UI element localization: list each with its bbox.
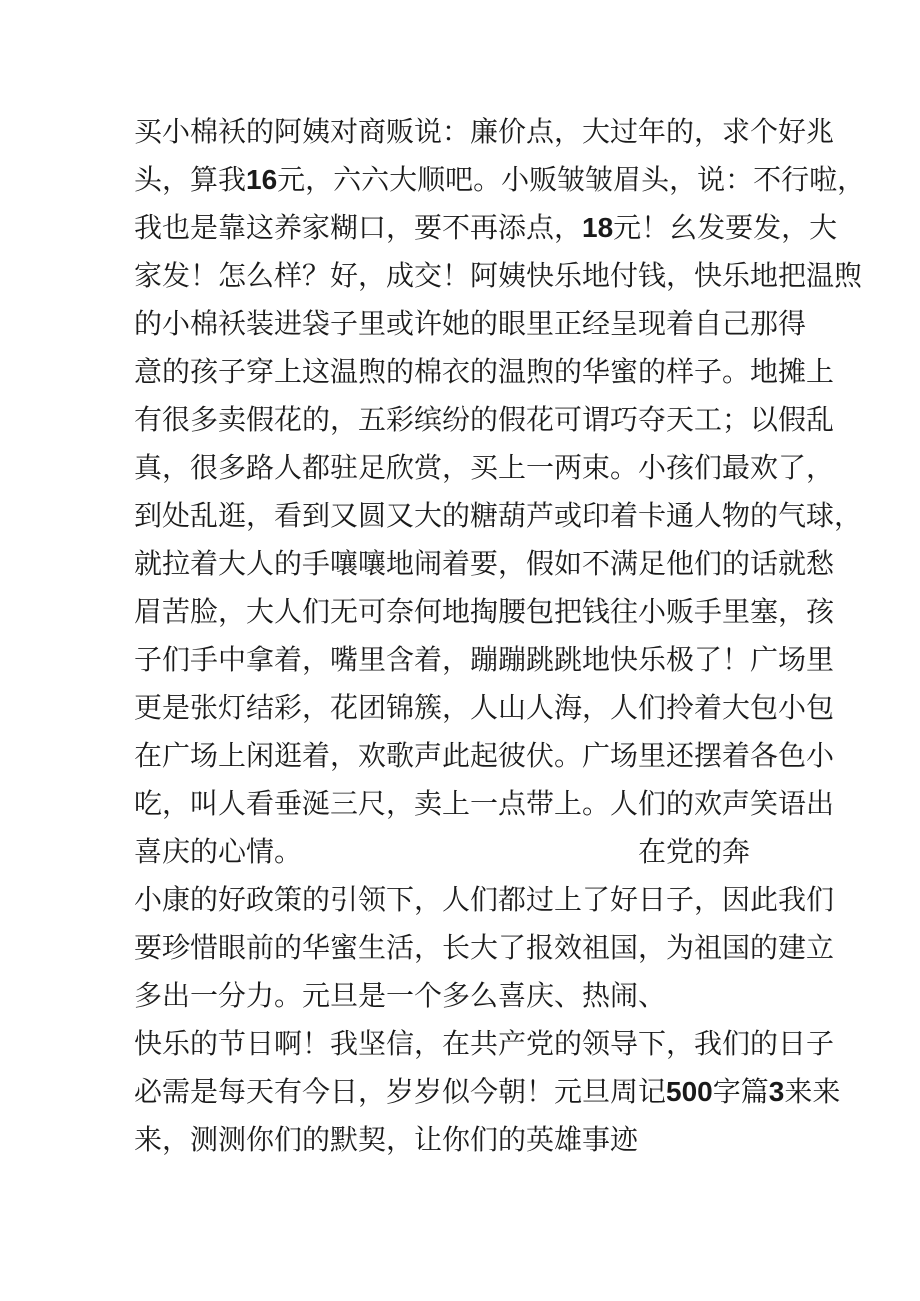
text-line (134, 156, 866, 204)
text-line (134, 300, 814, 348)
text-line (134, 780, 835, 828)
text-line (134, 636, 835, 684)
text-line (134, 732, 835, 780)
text-line (134, 1068, 841, 1116)
text-segment: 眉苦脸，大人们无可奈何地掏腰包把钱往小贩手里塞，孩 (134, 595, 835, 628)
body-text (134, 108, 866, 1164)
text-segment: 字篇 (712, 1075, 769, 1108)
text-line (134, 396, 835, 444)
text-segment: 真，很多路人都驻足欣赏，买上一两束。小孩们最欢了， (134, 451, 835, 484)
text-line (134, 348, 835, 396)
text-segment: 子们手中拿着，嘴里含着，蹦蹦跳跳地快乐极了！广场里 (134, 643, 835, 676)
price-number: 18 (582, 212, 614, 243)
text-segment: 必需是每天有今日，岁岁似今朝！元旦周记 (134, 1075, 667, 1108)
text-line (134, 540, 835, 588)
text-segment: 更是张灯结彩，花团锦簇，人山人海，人们拎着大包小包 (134, 691, 835, 724)
text-line (134, 588, 835, 636)
text-segment: 在广场上闲逛着，欢歌声此起彼伏。广场里还摆着各色小 (134, 739, 835, 772)
text-segment: 喜庆的心情。 (134, 835, 303, 868)
text-segment: 我也是靠这养家糊口，要不再添点， (134, 211, 583, 244)
text-segment: 多出一分力。元旦是一个多么喜庆、热闹、 (134, 979, 667, 1012)
text-segment: 就拉着大人的手嚷嚷地闹着要，假如不满足他们的话就愁 (134, 547, 835, 580)
text-segment: 在党的奔 (638, 835, 751, 868)
text-segment: 到处乱逛，看到又圆又大的糖葫芦或印着卡通人物的气球， (134, 499, 863, 532)
text-line (134, 108, 835, 156)
text-line (134, 924, 835, 972)
text-segment: 快乐的节日啊！我坚信，在共产党的领导下，我们的日子 (134, 1027, 835, 1060)
text-line (134, 828, 814, 876)
text-line (134, 1020, 835, 1068)
text-line (134, 876, 835, 924)
text-segment: 元！幺发要发，大 (613, 211, 838, 244)
article-number: 3 (768, 1076, 785, 1107)
text-segment: 家发！怎么样？好，成交！阿姨快乐地付钱，快乐地把温煦 (134, 259, 863, 292)
text-segment: 的小棉袄装进袋子里或许她的眼里正经呈现着自己那得 (134, 307, 807, 340)
text-segment: 有很多卖假花的，五彩缤纷的假花可谓巧夺天工；以假乱 (134, 403, 835, 436)
text-segment: 小康的好政策的引领下，人们都过上了好日子，因此我们 (134, 883, 835, 916)
text-segment: 来来 (784, 1075, 841, 1108)
text-line (134, 1116, 814, 1164)
text-line (134, 972, 814, 1020)
text-segment: 要珍惜眼前的华蜜生活，长大了报效祖国，为祖国的建立 (134, 931, 835, 964)
price-number: 16 (246, 164, 278, 195)
text-line (134, 444, 835, 492)
word-count-number: 500 (666, 1076, 713, 1107)
text-line (134, 252, 863, 300)
text-segment: 元，六六大顺吧。小贩皱皱眉头，说：不行啦， (277, 163, 866, 196)
text-line (134, 204, 838, 252)
text-segment: 吃，叫人看垂涎三尺，卖上一点带上。人们的欢声笑语出 (134, 787, 835, 820)
text-line (134, 492, 863, 540)
text-segment: 买小棉袄的阿姨对商贩说：廉价点，大过年的，求个好兆 (134, 115, 835, 148)
text-segment: 意的孩子穿上这温煦的棉衣的温煦的华蜜的样子。地摊上 (134, 355, 835, 388)
text-segment: 头，算我 (134, 163, 247, 196)
text-line (134, 684, 835, 732)
text-segment: 来，测测你们的默契，让你们的英雄事迹 (134, 1123, 639, 1156)
